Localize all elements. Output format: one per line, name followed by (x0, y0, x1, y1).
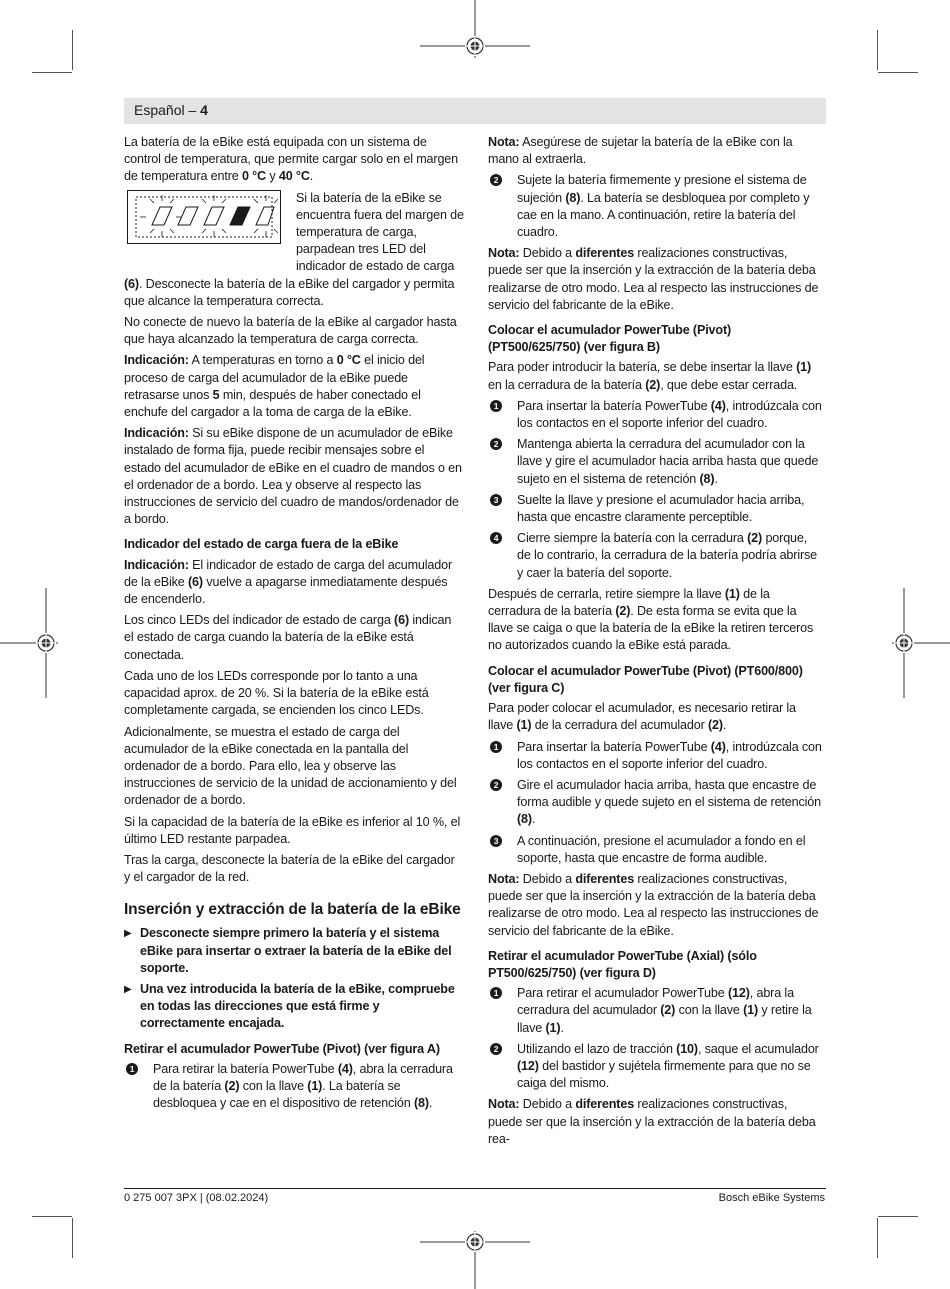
right-column (488, 134, 824, 1152)
warning-item: ▶ Una vez introducida la batería de la eBike, compruebe en todas las direcciones que está firme y correctamente encajada. (124, 981, 455, 1031)
crop-mark (877, 30, 878, 70)
paragraph-note-hold: Nota: Asegúrese de sujetar la batería de la eBike con la mano al extraerla. (488, 135, 793, 167)
step-item: 1 Para retirar la batería PowerTube (4), abra la cerradura de la batería (2) con la llave (1). La batería se desbloquea y cae en el dispositivo de retención (8). (124, 1061, 464, 1113)
crop-mark (878, 1216, 918, 1217)
crop-mark (72, 1218, 73, 1258)
arrow-right-icon: ▶ (124, 928, 132, 940)
paragraph-led-capacity: Cada uno de los LEDs corresponde por lo tanto a una capacidad aprox. de 20 %. Si la batería de la eBike está completamente cargada, se encienden los cinco LEDs. (124, 668, 429, 718)
paragraph-low-capacity: Si la capacidad de la batería de la eBike es inferior al 10 %, el último LED restante parpadea. (124, 814, 461, 846)
paragraph-onboard-display: Adicionalmente, se muestra el estado de carga del acumulador de la eBike conectada en la pantalla del ordenador de a bordo. Para ello, lea y observe las instrucciones de servicio de la unidad de accionamiento y del ordenador de a bordo. (124, 724, 457, 808)
step-item: 3 A continuación, presione el acumulador a fondo en el soporte, hasta que encastre de forma audible. (488, 833, 824, 867)
step-number-icon: 2 (490, 174, 502, 186)
step-item: 3 Suelte la llave y presione el acumulador hacia arriba, hasta que encastre claramente perceptible. (488, 492, 824, 526)
step-item: 1 Para insertar la batería PowerTube (4), introdúzcala con los contactos en el soporte inferior del cuadro. (488, 739, 824, 773)
left-column (124, 134, 464, 1116)
step-item: 2 Mantenga abierta la cerradura del acumulador con la llave y gire el acumulador hacia arriba hasta que quede sujeto en el sistema de retención (8). (488, 436, 824, 488)
step-item: 4 Cierre siempre la batería con la cerradura (2) porque, de lo contrario, la cerradura de la batería podría abrirse y caer la batería del soporte. (488, 530, 824, 582)
heading-figure-b: Colocar el acumulador PowerTube (Pivot) (PT500/625/750) (ver figura B) (488, 323, 732, 355)
step-number-icon: 3 (490, 494, 502, 506)
footer-brand: Bosch eBike Systems (718, 1192, 825, 1204)
step-item: 2 Utilizando el lazo de tracción (10), saque el acumulador (12) del bastidor y sujétela firmemente para que no se caiga del mismo. (488, 1041, 824, 1093)
step-item: 2 Gire el acumulador hacia arriba, hasta que encastre de forma audible y quede sujeto en el sistema de retención (8). (488, 777, 824, 829)
footer-rule (124, 1188, 826, 1189)
step-item: 1 Para retirar el acumulador PowerTube (12), abra la cerradura del acumulador (2) con la llave (1) y retire la llave (1). (488, 985, 824, 1037)
heading-figure-d: Retirar el acumulador PowerTube (Axial) (sólo PT500/625/750) (ver figura D) (488, 948, 757, 980)
registration-mark-icon (890, 588, 950, 698)
heading-figure-a: Retirar el acumulador PowerTube (Pivot) (ver figura A) (124, 1041, 440, 1056)
step-item: 2 Sujete la batería firmemente y presione el sistema de sujeción (8). La batería se desbloquea por completo y cae en la mano. A continuación, retire la batería del cuadro. (488, 172, 824, 241)
paragraph-note-variants: Nota: Debido a diferentes realizaciones constructivas, puede ser que la inserción y la extracción de la batería deba realizarse de otro modo. Lea al respecto las instrucciones de servicio del fabricante de la eBike. (488, 246, 819, 312)
step-number-icon: 4 (490, 532, 502, 544)
arrow-right-icon: ▶ (124, 983, 132, 995)
paragraph-note-fixed: Indicación: Si su eBike dispone de un acumulador de eBike instalado de forma fija, puede recibir mensajes sobre el estado del acumulador de eBike en el cuadro de mandos o en el ordenador de a bordo. Lea y observe al respecto las instrucciones de servicio del cuadro de mandos/ordenador de a bordo. (124, 426, 462, 527)
paragraph-b-after: Después de cerrarla, retire siempre la llave (1) de la cerradura de la batería (2). De esta forma se evita que la llave se caiga o que la batería de la eBike la retiren terceros no autorizados cuando la eBike está parada. (488, 586, 814, 653)
registration-mark-icon (0, 588, 60, 698)
crop-mark (877, 1218, 878, 1258)
page-header (124, 98, 826, 124)
step-number-icon: 3 (490, 835, 502, 847)
crop-mark (72, 30, 73, 70)
paragraph-after-charge: Tras la carga, desconecte la batería de la eBike del cargador y el cargador de la red. (124, 852, 455, 885)
led-indicator-figure (124, 190, 284, 260)
crop-mark (878, 72, 918, 73)
heading-figure-c: Colocar el acumulador PowerTube (Pivot) (PT600/800) (ver figura C) (488, 663, 803, 695)
step-number-icon: 2 (490, 779, 502, 791)
step-item: 1 Para insertar la batería PowerTube (4), introdúzcala con los contactos en el soporte inferior del cuadro. (488, 398, 824, 432)
step-number-icon: 1 (126, 1063, 138, 1075)
paragraph-five-leds: Los cinco LEDs del indicador de estado de carga (6) indican el estado de carga cuando la batería de la eBike está conectada. (124, 613, 452, 662)
paragraph-out-of-range: Si la batería de la eBike se encuentra fuera del margen de temperatura de carga, parpadean tres LED del indicador de estado de carga (6). Desconecte la batería de la eBike del cargador y permita que alcance la temperatura correcta. (124, 190, 464, 308)
heading-insert-remove: Inserción y extracción de la batería de la eBike (124, 901, 461, 919)
step-number-icon: 1 (490, 741, 502, 753)
paragraph-note-indicator: Indicación: El indicador de estado de carga del acumulador de la eBike (6) vuelve a apagarse inmediatamente después de encenderlo. (124, 557, 453, 607)
paragraph-c-intro: Para poder colocar el acumulador, es necesario retirar la llave (1) de la cerradura del acumulador (2). (488, 701, 796, 733)
page-number: 4 (200, 102, 208, 118)
registration-mark-icon (420, 0, 530, 60)
paragraph-reconnect: No conecte de nuevo la batería de la eBike al cargador hasta que haya alcanzado la temperatura de carga correcta. (124, 315, 457, 347)
blinking-led-icon (128, 191, 280, 243)
header-separator: – (184, 102, 201, 118)
warning-item: ▶ Desconecte siempre primero la batería y el sistema eBike para insertar o extraer la batería de la eBike del soporte. (124, 926, 452, 975)
paragraph-note-variants: Nota: Debido a diferentes realizaciones constructivas, puede ser que la inserción y la extracción de la batería deba rea- (488, 1097, 816, 1146)
header-language: Español (134, 102, 185, 118)
heading-charge-indicator: Indicador del estado de carga fuera de la eBike (124, 537, 399, 552)
paragraph-note-delay: Indicación: A temperaturas en torno a 0 °C el inicio del proceso de carga del acumulador de la eBike puede retrasarse unos 5 min, después de haber conectado el enchufe del cargador a la toma de carga de la eBike. (124, 353, 425, 420)
step-number-icon: 2 (490, 438, 502, 450)
paragraph-temperature: La batería de la eBike está equipada con un sistema de control de temperatura, que permite cargar solo en el margen de temperatura entre 0 °C y 40 °C. (124, 135, 459, 184)
step-number-icon: 1 (490, 987, 502, 999)
led-panel (127, 190, 281, 244)
crop-mark (32, 1216, 72, 1217)
paragraph-b-intro: Para poder introducir la batería, se debe insertar la llave (1) en la cerradura de la batería (2), que debe estar cerrada. (488, 360, 812, 392)
paragraph-note-variants: Nota: Debido a diferentes realizaciones constructivas, puede ser que la inserción y la extracción de la batería deba realizarse de otro modo. Lea al respecto las instrucciones de servicio del fabricante de la eBike. (488, 871, 819, 938)
registration-mark-icon (420, 1229, 530, 1289)
footer-doc-id: 0 275 007 3PX | (08.02.2024) (124, 1192, 269, 1204)
step-number-icon: 1 (490, 400, 502, 412)
step-number-icon: 2 (490, 1043, 502, 1055)
crop-mark (32, 72, 72, 73)
